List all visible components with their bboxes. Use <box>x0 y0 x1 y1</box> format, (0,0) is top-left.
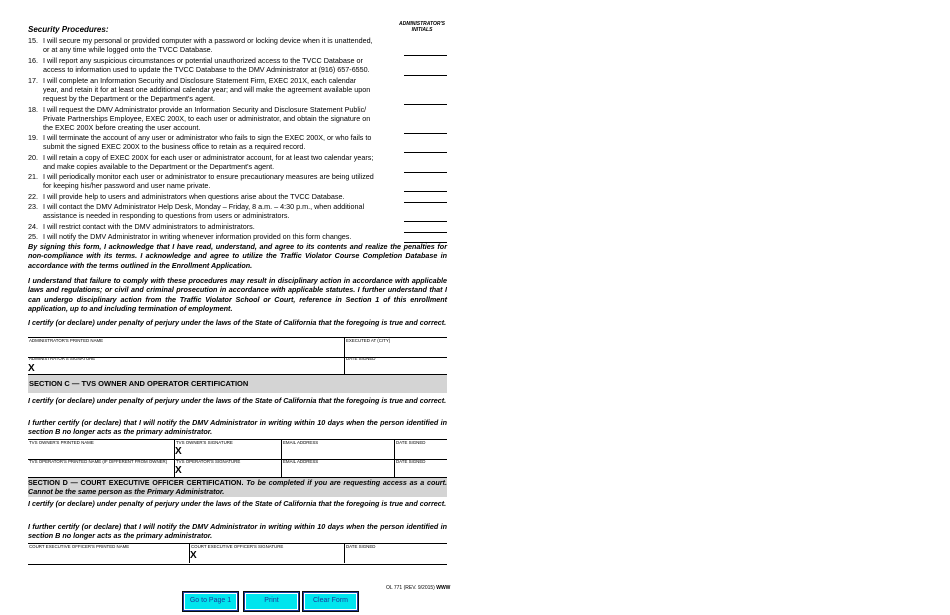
item-text <box>43 222 396 231</box>
item-text <box>43 153 396 171</box>
initials-field[interactable] <box>404 202 447 203</box>
initials-field[interactable] <box>404 221 447 222</box>
item-number: 15. <box>28 36 38 45</box>
owner-email-field[interactable] <box>282 444 393 458</box>
item-number: 23. <box>28 202 38 211</box>
initials-field[interactable] <box>404 232 447 233</box>
initials-field[interactable] <box>404 191 447 192</box>
item-number: 18. <box>28 105 38 114</box>
section-c-further: I further certify (or declare) that I will notify the DMV Administrator in writing within 10 days when the person identified in section B no longer acts as the primary administrator. <box>28 418 447 437</box>
item-text-line: Private Partnerships Employee, EXEC 200X, to each user or administrator, and obtain the signature on <box>43 114 371 123</box>
item-text-line: and make copies available to the Department or the Department's agent. <box>43 162 275 171</box>
section-d-header: SECTION D — COURT EXECUTIVE OFFICER CERTIFICATION. To be completed if you are requesting access as a court. Cannot be the same person as the Primary Administrator. <box>28 478 447 496</box>
item-text-line: request by the Department or the Department's agent. <box>43 94 215 103</box>
executed-at-field[interactable] <box>345 342 446 356</box>
court-name-label: COURT EXECUTIVE OFFICER'S PRINTED NAME <box>29 544 130 549</box>
item-text-line: year, and retain it for at least one additional calendar year; and will make the agreement available upon <box>43 85 371 94</box>
admin-printed-name-field[interactable] <box>28 342 343 356</box>
certify-paragraph: I certify (or declare) under penalty of perjury under the laws of the State of California that the foregoing is true and correct. <box>28 318 447 327</box>
form-footer: OL 771 (REV. 9/2015) WWW <box>386 585 451 591</box>
item-text <box>43 56 396 74</box>
item-text-line: I will secure my personal or provided computer with a password or locking device when it is unattended, <box>43 36 373 45</box>
item-number: 21. <box>28 172 38 181</box>
item-text-line: I will notify the DMV Administrator in writing whenever information provided on this form changes. <box>43 232 352 241</box>
operator-date-label: DATE SIGNED <box>396 459 426 464</box>
operator-email-field[interactable] <box>282 463 393 477</box>
security-heading: Security Procedures: <box>28 25 109 34</box>
owner-signature-x: X <box>175 446 182 457</box>
initials-header: ADMINISTRATOR'S INITIALS <box>398 21 445 33</box>
owner-name-label: TVS OWNER'S PRINTED NAME <box>29 440 94 445</box>
item-text-line: submit the signed EXEC 200X to the business office to retain as a required record. <box>43 142 306 151</box>
item-number: 16. <box>28 56 38 65</box>
initials-field[interactable] <box>404 172 447 173</box>
court-date-label: DATE SIGNED <box>346 544 376 549</box>
item-number: 20. <box>28 153 38 162</box>
item-number: 19. <box>28 133 38 142</box>
section-d-certify: I certify (or declare) under penalty of perjury under the laws of the State of California that the foregoing is true and correct. <box>28 499 447 508</box>
initials-field[interactable] <box>404 104 447 105</box>
court-signature-x: X <box>190 550 197 561</box>
item-text-line: or at any time while logged onto the TVCC Database. <box>43 45 213 54</box>
item-number: 22. <box>28 192 38 201</box>
section-d-further: I further certify (or declare) that I will notify the DMV Administrator in writing within 10 days when the person identified in section B no longer acts as the primary administrator. <box>28 522 447 541</box>
item-text <box>43 232 396 241</box>
admin-date-signed-label: DATE SIGNED <box>346 356 376 361</box>
item-text-line: I will retain a copy of EXEC 200X for each user or administrator account, for at least two calendar years; <box>43 153 374 162</box>
security-items-list <box>28 36 448 246</box>
item-text <box>43 172 396 190</box>
item-text <box>43 202 396 220</box>
item-text-line: I will request the DMV Administrator provide an Information Security and Disclosure Statement Public/ <box>43 105 367 114</box>
print-button[interactable]: Print <box>244 592 299 611</box>
admin-signature-label: ADMINISTRATOR'S SIGNATURE <box>29 356 96 361</box>
item-number: 17. <box>28 76 38 85</box>
go-to-page-1-button[interactable]: Go to Page 1 <box>183 592 238 611</box>
initials-field[interactable] <box>404 55 447 56</box>
clear-form-button[interactable]: Clear Form <box>303 592 358 611</box>
item-text-line: I will terminate the account of any user or administrator who fails to sign the EXEC 200X, or who fails to <box>43 133 372 142</box>
owner-date-label: DATE SIGNED <box>396 440 426 445</box>
operator-name-field[interactable] <box>28 463 173 477</box>
admin-printed-name-label: ADMINISTRATOR'S PRINTED NAME <box>29 338 104 343</box>
operator-date-field[interactable] <box>395 463 446 477</box>
initials-field[interactable] <box>404 75 447 76</box>
item-text-line: I will complete an Information Security and Disclosure Statement Firm, EXEC 201X, each calendar <box>43 76 357 85</box>
section-c-certify: I certify (or declare) under penalty of perjury under the laws of the State of California that the foregoing is true and correct. <box>28 396 447 405</box>
signing-paragraph: By signing this form, I acknowledge that I have read, understand, and agree to its contents and realize the penalties for non-compliance with its terms. I acknowledge and agree to utilize the Traffic Violator Course Completion Database in accordance with the terms outlined in the Enrollment Application. <box>28 242 447 270</box>
operator-email-label: EMAIL ADDRESS <box>283 459 319 464</box>
item-number: 25. <box>28 232 38 241</box>
court-name-field[interactable] <box>28 548 188 562</box>
operator-name-label: TVS OPERATOR'S PRINTED NAME (IF DIFFERENT FROM OWNER) <box>29 459 168 464</box>
item-text-line: I will provide help to users and administrators when questions arise about the TVCC Database. <box>43 192 345 201</box>
court-date-field[interactable] <box>345 548 446 562</box>
owner-name-field[interactable] <box>28 444 173 458</box>
item-text-line: I will report any suspicious circumstances or potential unauthorized access to the TVCC Database or <box>43 56 363 65</box>
item-text-line: I will restrict contact with the DMV administrators to administrators. <box>43 222 255 231</box>
owner-sig-label: TVS OWNER'S SIGNATURE <box>176 440 233 445</box>
initials-field[interactable] <box>404 133 447 134</box>
section-c-header: SECTION C — TVS OWNER AND OPERATOR CERTIFICATION <box>28 375 447 393</box>
understand-paragraph: I understand that failure to comply with these procedures may result in disciplinary action in accordance with applicable laws and regulations; or civil and criminal prosecution in accordance with applicable statutes. I further understand that I can undergo disciplinary action from the Traffic Violator School or Court, reference in Section 1 of this enrollment application, up to and including termination of employment. <box>28 276 447 313</box>
item-text <box>43 36 396 54</box>
item-number: 24. <box>28 222 38 231</box>
operator-sig-label: TVS OPERATOR'S SIGNATURE <box>176 459 241 464</box>
executed-at-label: EXECUTED AT (CITY) <box>346 338 391 343</box>
item-text <box>43 105 396 132</box>
admin-signature-x: X <box>28 363 35 374</box>
item-text-line: for keeping his/her password and user name private. <box>43 181 211 190</box>
item-text-line: assistance is needed in responding to questions from users or administrators. <box>43 211 290 220</box>
admin-date-field[interactable] <box>345 361 446 374</box>
owner-date-field[interactable] <box>395 444 446 458</box>
item-text-line: I will contact the DMV Administrator Help Desk, Monday – Friday, 8 a.m. – 4:30 p.m., when additional <box>43 202 365 211</box>
item-text-line: the EXEC 200X before creating the user account. <box>43 123 201 132</box>
item-text <box>43 192 396 201</box>
item-text <box>43 133 396 151</box>
operator-signature-x: X <box>175 465 182 476</box>
item-text-line: access to information used to update the TVCC Database to the DMV Administrator at (916) 657-6550. <box>43 65 370 74</box>
item-text-line: I will periodically monitor each user or administrator to ensure precautionary measures are being utilized <box>43 172 374 181</box>
item-text <box>43 76 396 103</box>
owner-email-label: EMAIL ADDRESS <box>283 440 319 445</box>
initials-field[interactable] <box>404 152 447 153</box>
court-sig-label: COURT EXECUTIVE OFFICER'S SIGNATURE <box>191 544 284 549</box>
